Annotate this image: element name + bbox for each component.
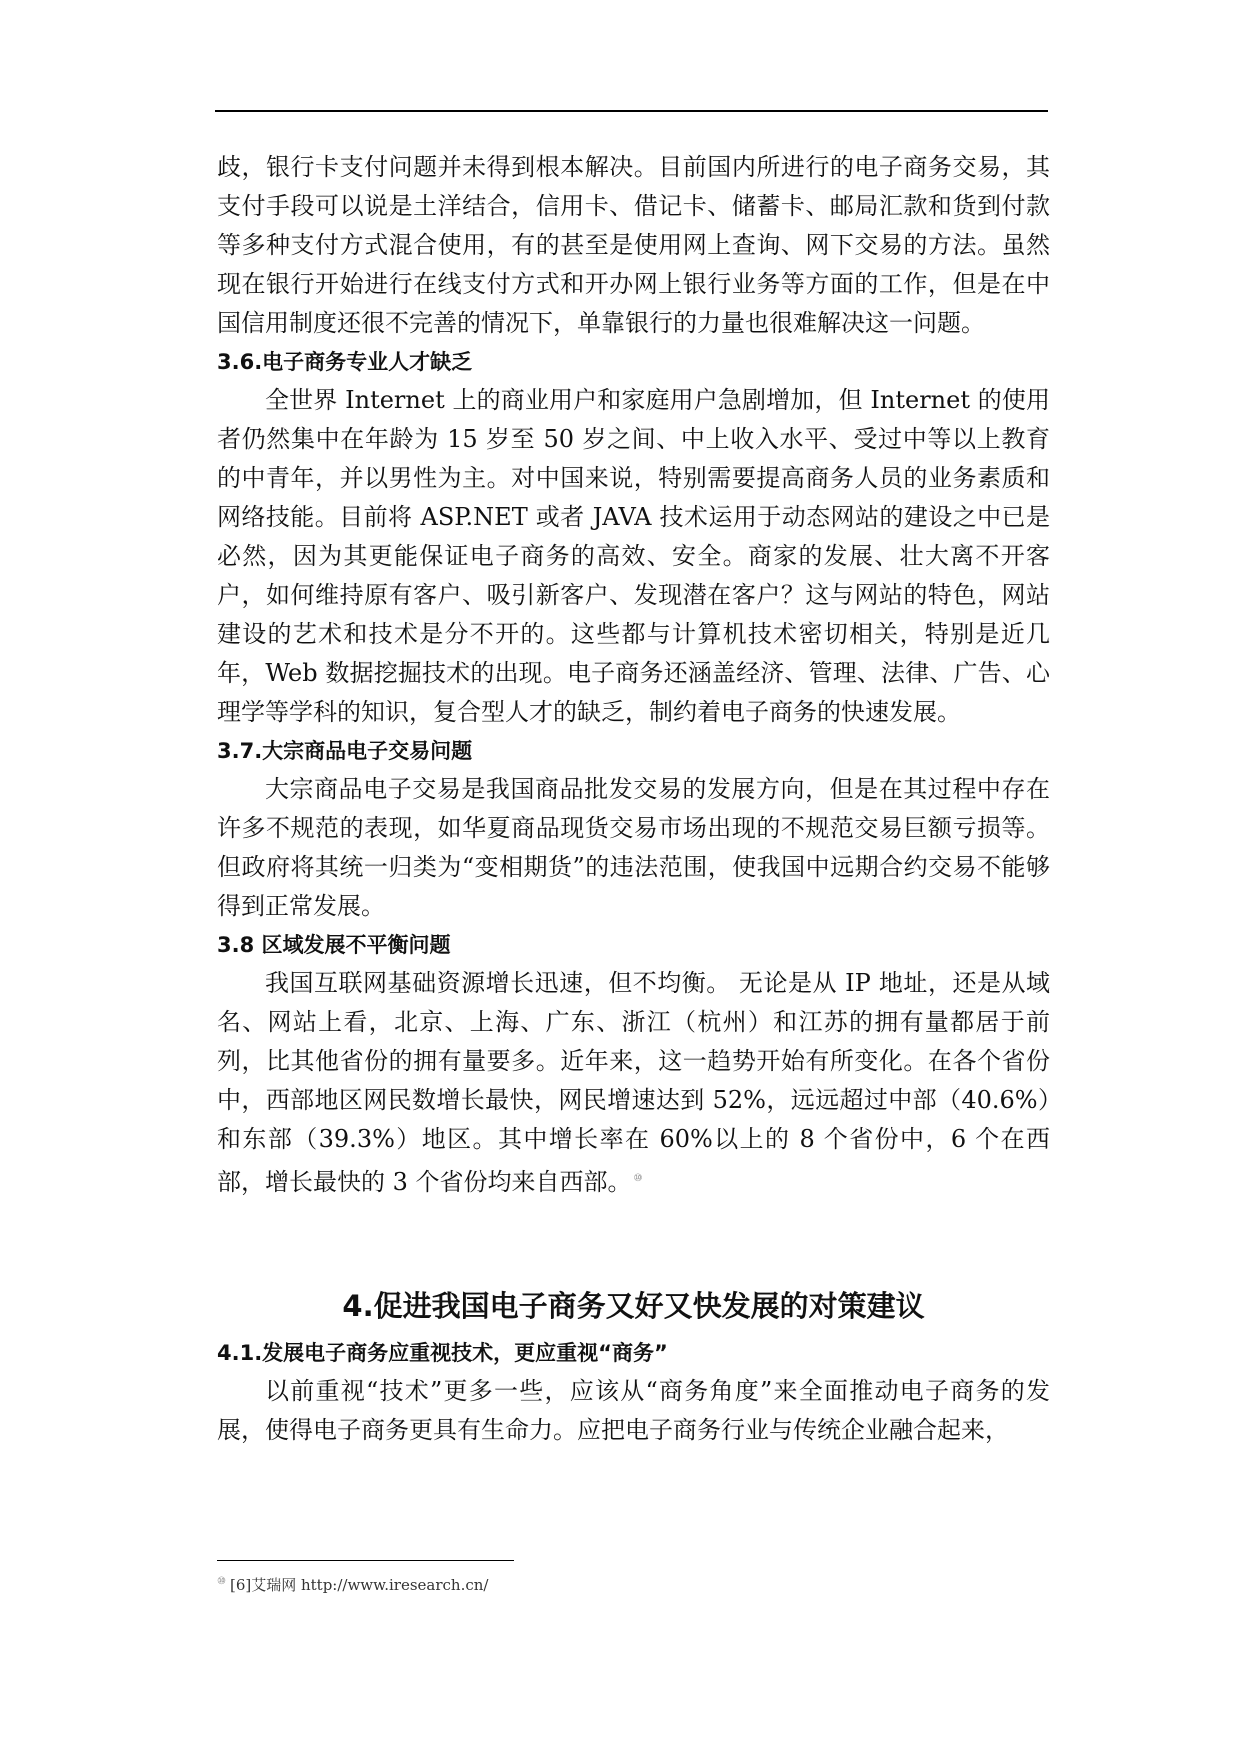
footnote-symbol: ⑩ (217, 1576, 226, 1587)
chapter-heading-4: 4.促进我国电子商务又好又快发展的对策建议 (342, 1289, 925, 1323)
section-heading-4-1: 4.1.发展电子商务应重视技术，更应重视“商务” (217, 1341, 668, 1365)
footnote-reference-mark[interactable]: ⑩ (633, 1173, 643, 1184)
paragraph-3-6: 全世界 Internet 上的商业用户和家庭用户急剧增加，但 Internet 的使用者仍然集中在年龄为 15 岁至 50 岁之间、中上收入水平、受过中等以上教育的中青年，并以男性为主。对中国来说，特别需要提高商务人员的业务素质和网络技能。目前将 ASP.NET 或者 JAVA 技术运用于动态网站的建设之中已是必然，因为其更能保证电子商务的高效、安全。商家的发展、壮大离不开客户，如何维持原有客户、吸引新客户、发现潜在客户？这与网站的特色，网站建设的艺术和技术是分不开的。这些都与计算机技术密切相关，特别是近几年，Web 数据挖掘技术的出现。电子商务还涵盖经济、管理、法律、广告、心理学等学科的知识，复合型人才的缺乏，制约着电子商务的快速发展。 (217, 386, 1050, 726)
paragraph-4-1: 以前重视“技术”更多一些，应该从“商务角度”来全面推动电子商务的发展，使得电子商务更具有生命力。应把电子商务行业与传统企业融合起来， (217, 1377, 1050, 1444)
footnote-text[interactable]: [6]艾瑞网 http://www.iresearch.cn/ (229, 1576, 489, 1594)
paragraph-continued: 歧，银行卡支付问题并未得到根本解决。目前国内所进行的电子商务交易，其支付手段可以说是土洋结合，信用卡、借记卡、储蓄卡、邮局汇款和货到付款等多种支付方式混合使用，有的甚至是使用网上查询、网下交易的方法。虽然现在银行开始进行在线支付方式和开办网上银行业务等方面的工作，但是在中国信用制度还很不完善的情况下，单靠银行的力量也很难解决这一问题。 (217, 153, 1050, 337)
section-heading-3-8: 3.8 区域发展不平衡问题 (217, 933, 451, 957)
page-content (217, 148, 1050, 1450)
footnote (217, 1572, 488, 1595)
paragraph-3-8 (217, 964, 1050, 1202)
section-heading-3-6: 3.6.电子商务专业人才缺乏 (217, 350, 473, 374)
section-heading-3-7: 3.7.大宗商品电子交易问题 (217, 739, 473, 763)
header-rule (215, 110, 1048, 112)
paragraph-3-8-text: 我国互联网基础资源增长迅速，但不均衡。 无论是从 IP 地址，还是从域名、网站上看，北京、上海、广东、浙江（杭州）和江苏的拥有量都居于前列，比其他省份的拥有量要多。近年来，这一趋势开始有所变化。在各个省份中，西部地区网民数增长最快，网民增速达到 52%，远远超过中部（40.6%）和东部（39.3%）地区。其中增长率在 60%以上的 8 个省份中，6 个在西部，增长最快的 3 个省份均来自西部。 (217, 969, 1050, 1196)
paragraph-3-7: 大宗商品电子交易是我国商品批发交易的发展方向，但是在其过程中存在许多不规范的表现，如华夏商品现货交易市场出现的不规范交易巨额亏损等。但政府将其统一归类为“变相期货”的违法范围，使我国中远期合约交易不能够得到正常发展。 (217, 775, 1050, 920)
footnote-rule (217, 1560, 514, 1561)
